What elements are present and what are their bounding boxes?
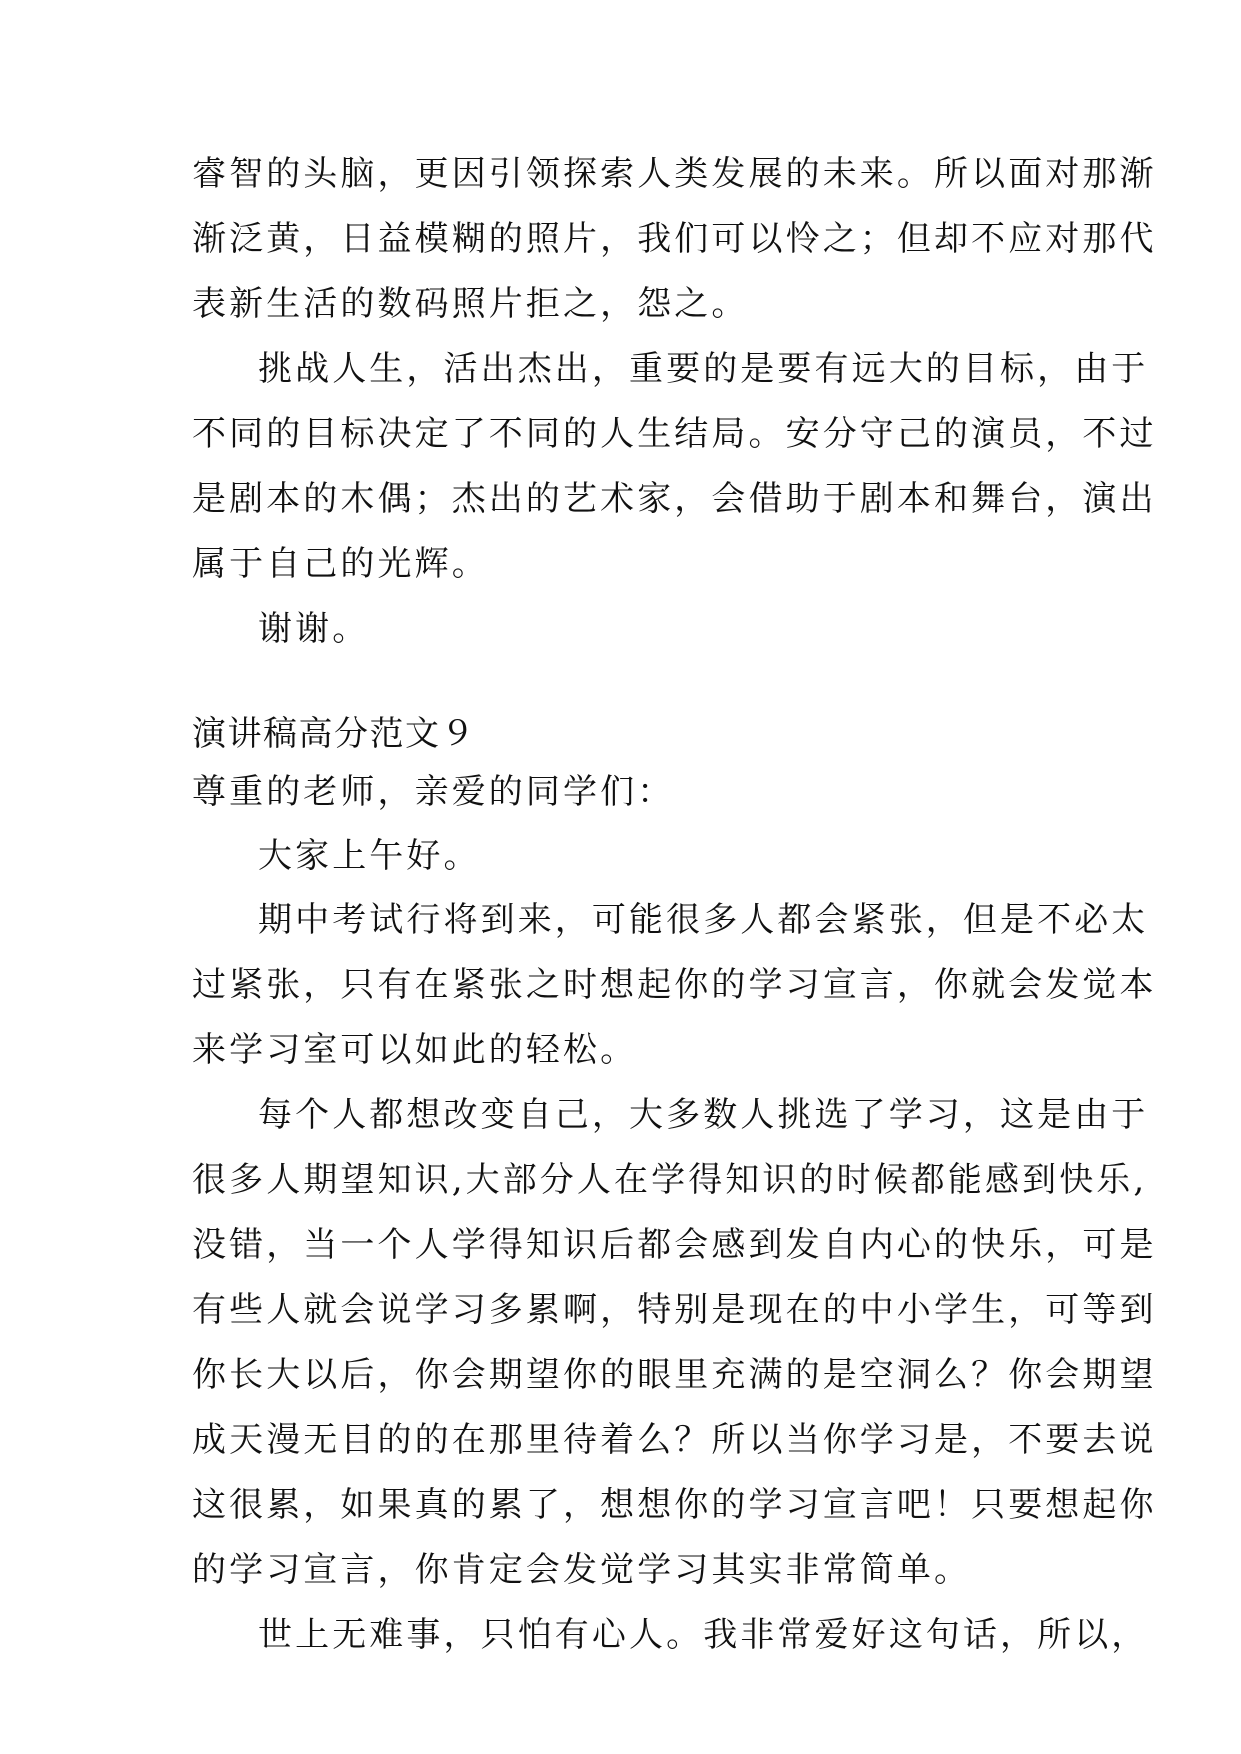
document-page xyxy=(192,0,1157,1754)
opening-line: 大家上午好。 xyxy=(258,836,481,876)
paragraph-line: 期中考试行将到来，可能很多人都会紧张，但是不必太 xyxy=(258,900,1149,940)
paragraph-line: 属于自己的光辉。 xyxy=(192,544,489,584)
paragraph-line: 这很累，如果真的累了，想想你的学习宣言吧！只要想起你 xyxy=(192,1485,1157,1525)
paragraph-line: 的学习宣言，你肯定会发觉学习其实非常简单。 xyxy=(192,1550,972,1590)
paragraph-line: 每个人都想改变自己，大多数人挑选了学习，这是由于 xyxy=(258,1095,1149,1135)
thanks-line: 谢谢。 xyxy=(258,609,370,649)
paragraph-line: 挑战人生，活出杰出，重要的是要有远大的目标，由于 xyxy=(258,349,1149,389)
paragraph-line: 没错，当一个人学得知识后都会感到发自内心的快乐，可是 xyxy=(192,1225,1157,1265)
paragraph-line: 不同的目标决定了不同的人生结局。安分守己的演员，不过 xyxy=(192,414,1157,454)
paragraph-line: 你长大以后，你会期望你的眼里充满的是空洞么？你会期望 xyxy=(192,1355,1157,1395)
paragraph-line: 很多人期望知识,大部分人在学得知识的时候都能感到快乐, xyxy=(192,1160,1148,1200)
paragraph-line: 表新生活的数码照片拒之，怨之。 xyxy=(192,284,749,324)
section-title: 演讲稿高分范文９ xyxy=(192,714,476,754)
paragraph-line: 世上无难事，只怕有心人。我非常爱好这句话，所以， xyxy=(258,1615,1149,1655)
greeting-line: 尊重的老师，亲爱的同学们： xyxy=(192,772,675,812)
paragraph-line: 成天漫无目的的在那里待着么？所以当你学习是，不要去说 xyxy=(192,1420,1157,1460)
paragraph-line: 过紧张，只有在紧张之时想起你的学习宣言，你就会发觉本 xyxy=(192,965,1157,1005)
paragraph-line: 是剧本的木偶；杰出的艺术家，会借助于剧本和舞台，演出 xyxy=(192,479,1157,519)
paragraph-line: 来学习室可以如此的轻松。 xyxy=(192,1030,638,1070)
paragraph-line: 渐泛黄，日益模糊的照片，我们可以怜之；但却不应对那代 xyxy=(192,219,1157,259)
paragraph-line: 有些人就会说学习多累啊，特别是现在的中小学生，可等到 xyxy=(192,1290,1157,1330)
paragraph-line: 睿智的头脑，更因引领探索人类发展的未来。所以面对那渐 xyxy=(192,154,1157,194)
